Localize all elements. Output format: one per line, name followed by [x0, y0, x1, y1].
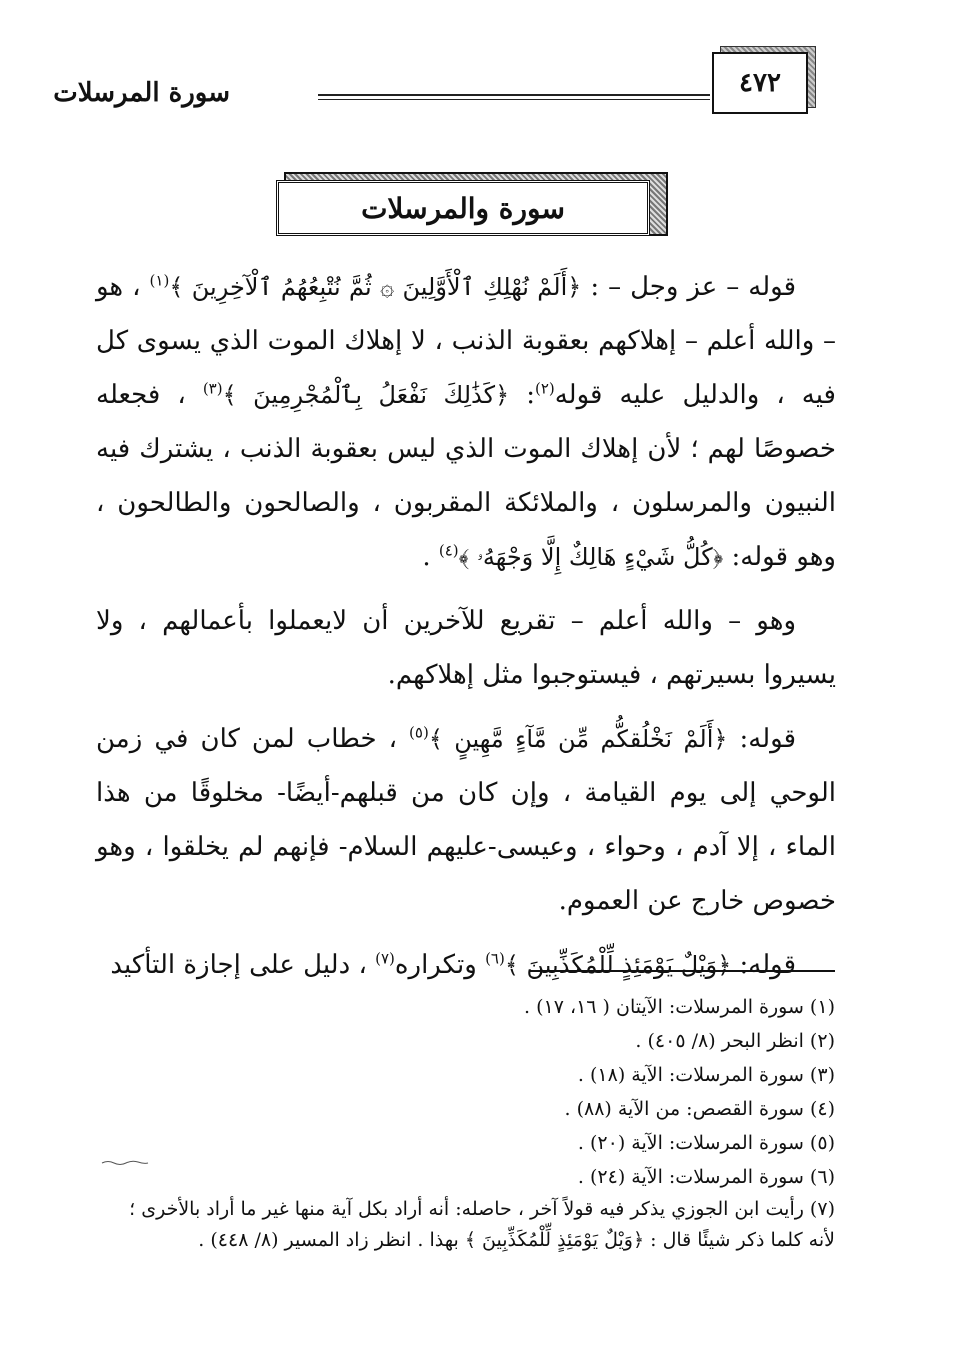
paragraph-4	[96, 938, 836, 992]
header-rule	[318, 94, 710, 100]
footnote-ref[interactable]: (٣)	[202, 379, 223, 398]
footnote-ref[interactable]: (٦)	[485, 949, 505, 968]
quran-verse: ﴿كَذَٰلِكَ نَفْعَلُ بِٱلْمُجْرِمِينَ ﴾	[222, 381, 510, 409]
text-span: وتكراره	[394, 950, 486, 980]
text-span: :	[509, 380, 535, 410]
text-span: قوله:	[727, 724, 797, 754]
text-span: ، هو – والله أعلم – إهلاكهم بعقوبة الذنب ، لا إهلاك الموت الذي يسوى كل فيه ، والدليل عليه قوله	[96, 272, 836, 410]
footnote-7: (٧) رأيت ابن الجوزي يذكر فيه قولاً آخر ، حاصله: أنه أراد بكل آية منها غير ما أراد بالأخرى ؛ لأنه كلما ذكر شيئًا قال : ﴿وَيْلٌ يَوْمَئِذٍ لِّلْمُكَذِّبِينَ ﴾ بهذا . انظر زاد المسير (٨/ ٤٤٨) .	[129, 1198, 835, 1251]
footnote-5: (٥) سورة المرسلات: الآية (٢٠) .	[577, 1132, 835, 1154]
footnote-4: (٤) سورة القصص: من الآية (٨٨) .	[564, 1098, 835, 1120]
footnote-2: (٢) انظر البحر (٨/ ٤٠٥) .	[635, 1030, 835, 1052]
footnote-ref[interactable]: (٧)	[375, 949, 395, 968]
text-span: قوله:	[731, 950, 796, 980]
quran-verse: ﴿كُلُّ شَيْءٍ هَالِكٌ إِلَّا وَجْهَهُۥ ﴾	[458, 543, 724, 571]
footnote-separator	[530, 970, 835, 972]
text-span: .	[422, 542, 439, 572]
running-title: سورة المرسلات	[53, 78, 230, 108]
text-span: ، خطاب لمن كان في زمن الوحي إلى يوم القيامة ، وإن كان من قبلهم-أيضًا- مخلوقًا من هذا الماء ، إلا آدم ، وحواء ، وعيسى-عليهم السلام- فإنهم لم يخلقوا ، وهو خصوص خارج عن العموم.	[96, 724, 836, 916]
footnote-ref[interactable]: (١)	[149, 271, 170, 290]
footnote-ref[interactable]: (٥)	[409, 723, 429, 742]
footnotes	[100, 990, 835, 1256]
paragraph-1	[96, 260, 836, 584]
text-span: ، فجعله خصوصًا لهم ؛ لأن إهلاك الموت الذي ليس بعقوبة الذنب ، يشترك فيه النبيون والمرسلون ، والملائكة المقربون ، والصالحون والطالحون ، وهو قوله:	[96, 380, 836, 572]
footnote-3: (٣) سورة المرسلات: الآية (١٨) .	[577, 1064, 835, 1086]
quran-verse: ﴿أَلَمْ نَخْلُقكُّم مِّن مَّآءٍ مَّهِينٍ ﴾	[428, 725, 728, 753]
scan-mark	[100, 1158, 150, 1166]
text-span: قوله – عز وجل – :	[581, 272, 797, 302]
quran-verse: ﴿أَلَمْ نُهْلِكِ ٱلْأَوَّلِينَ ۞ ثُمَّ نُتْبِعُهُمُ ٱلْآخِرِينَ ﴾	[169, 273, 582, 301]
paragraph-2: وهو – والله أعلم – تقريع للآخرين أن لايعملوا بأعمالهم ، ولا يسيروا بسيرتهم ، فيستوجبوا مثل إهلاكهم.	[96, 606, 836, 690]
main-text	[96, 260, 836, 1002]
footnote-6: (٦) سورة المرسلات: الآية (٢٤) .	[577, 1166, 835, 1188]
page-number: ٤٧٢	[712, 52, 808, 114]
footnote-ref[interactable]: (٢)	[534, 379, 555, 398]
footnote-ref[interactable]: (٤)	[438, 541, 459, 560]
text-span: ، دليل على إجازة التأكيد	[110, 950, 376, 980]
quran-verse: ﴿وَيْلٌ يَوْمَئِذٍ لِّلْمُكَذِّبِينَ ﴾	[504, 951, 732, 979]
paragraph-3	[96, 712, 836, 928]
footnote-1: (١) سورة المرسلات: الآيتان ( ١٦، ١٧) .	[523, 996, 835, 1018]
surah-title: سورة والمرسلات	[276, 180, 650, 236]
